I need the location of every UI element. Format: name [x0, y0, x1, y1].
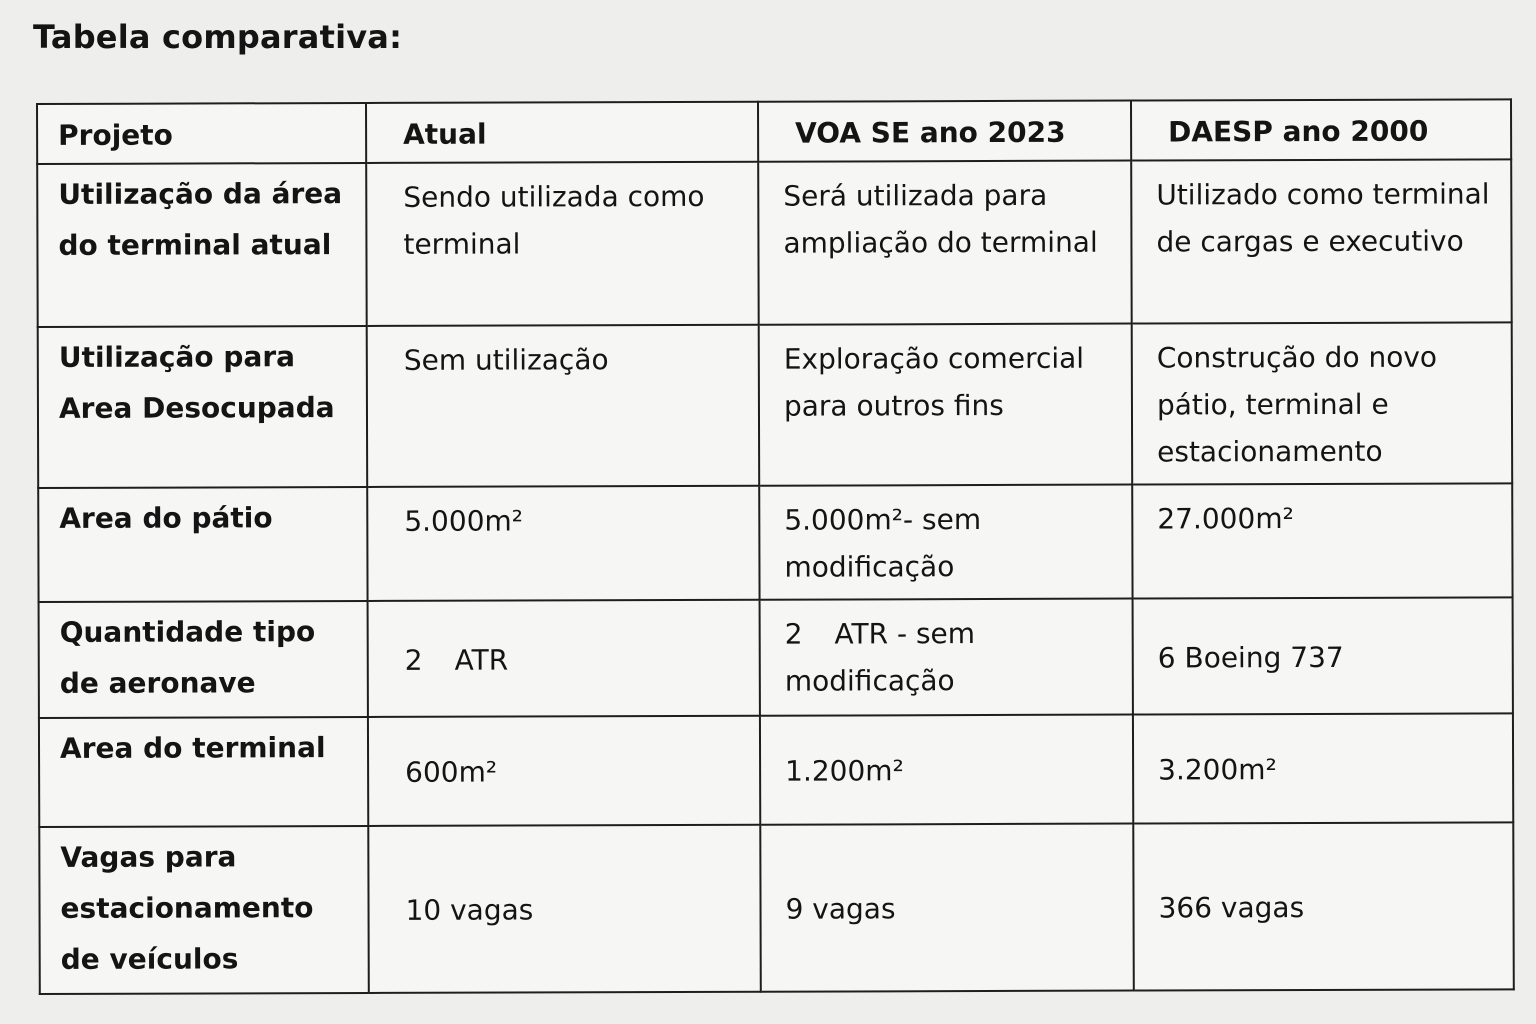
header-projeto: Projeto — [37, 103, 366, 164]
row-label-vagas-estacionamento: Vagas para estacionamento de veículos — [39, 826, 369, 994]
table-row — [39, 822, 1514, 994]
table-row — [37, 159, 1512, 327]
cell-atual: Sem utilização — [367, 325, 760, 487]
cell-voa-se-2023: 9 vagas — [760, 824, 1134, 992]
cell-voa-se-2023: Será utilizada para ampliação do terminal — [758, 161, 1132, 325]
row-label-area-terminal: Area do terminal — [39, 717, 368, 827]
cell-daesp-2000: 3.200m² — [1133, 713, 1513, 823]
page-title: Tabela comparativa: — [33, 18, 403, 56]
header-daesp-2000: DAESP ano 2000 — [1131, 99, 1511, 160]
cell-voa-se-2023: 5.000m²- sem modificação — [759, 485, 1132, 600]
row-label-utilizacao-area-desocupada: Utilização para Area Desocupada — [38, 326, 368, 488]
aircraft-quantity: 2 — [404, 643, 423, 677]
cell-voa-se-2023: 1.200m² — [760, 715, 1133, 825]
cell-daesp-2000: 366 vagas — [1133, 822, 1514, 990]
cell-daesp-2000: 6 Boeing 737 — [1133, 597, 1513, 714]
comparison-table — [36, 98, 1515, 995]
aircraft-type: ATR — [454, 643, 509, 677]
header-atual: Atual — [366, 102, 758, 163]
row-label-area-patio: Area do pátio — [38, 487, 367, 602]
cell-voa-se-2023: Exploração comercial para outros fins — [759, 324, 1133, 486]
cell-atual: Sendo utilizada como terminal — [366, 162, 759, 326]
table-row — [39, 713, 1513, 827]
cell-daesp-2000: Construção do novo pátio, terminal e estacionamento — [1132, 322, 1513, 484]
cell-atual: 5.000m² — [367, 486, 759, 601]
table-row — [38, 322, 1512, 488]
aircraft-type: ATR - sem modificação — [784, 617, 976, 698]
row-label-utilizacao-area-terminal: Utilização da área do terminal atual — [37, 163, 367, 327]
header-row — [37, 99, 1511, 164]
aircraft-quantity: 2 — [784, 617, 803, 651]
row-label-quantidade-aeronave: Quantidade tipo de aeronave — [39, 601, 368, 718]
cell-atual: 600m² — [368, 716, 760, 826]
cell-voa-se-2023 — [760, 599, 1133, 716]
cell-daesp-2000: 27.000m² — [1132, 483, 1512, 598]
header-voa-se-2023: VOA SE ano 2023 — [758, 101, 1131, 162]
table-row — [39, 597, 1513, 718]
cell-atual: 10 vagas — [368, 825, 761, 993]
cell-atual — [368, 600, 760, 717]
cell-daesp-2000: Utilizado como terminal de cargas e executivo — [1131, 159, 1512, 323]
table-row — [38, 483, 1512, 602]
